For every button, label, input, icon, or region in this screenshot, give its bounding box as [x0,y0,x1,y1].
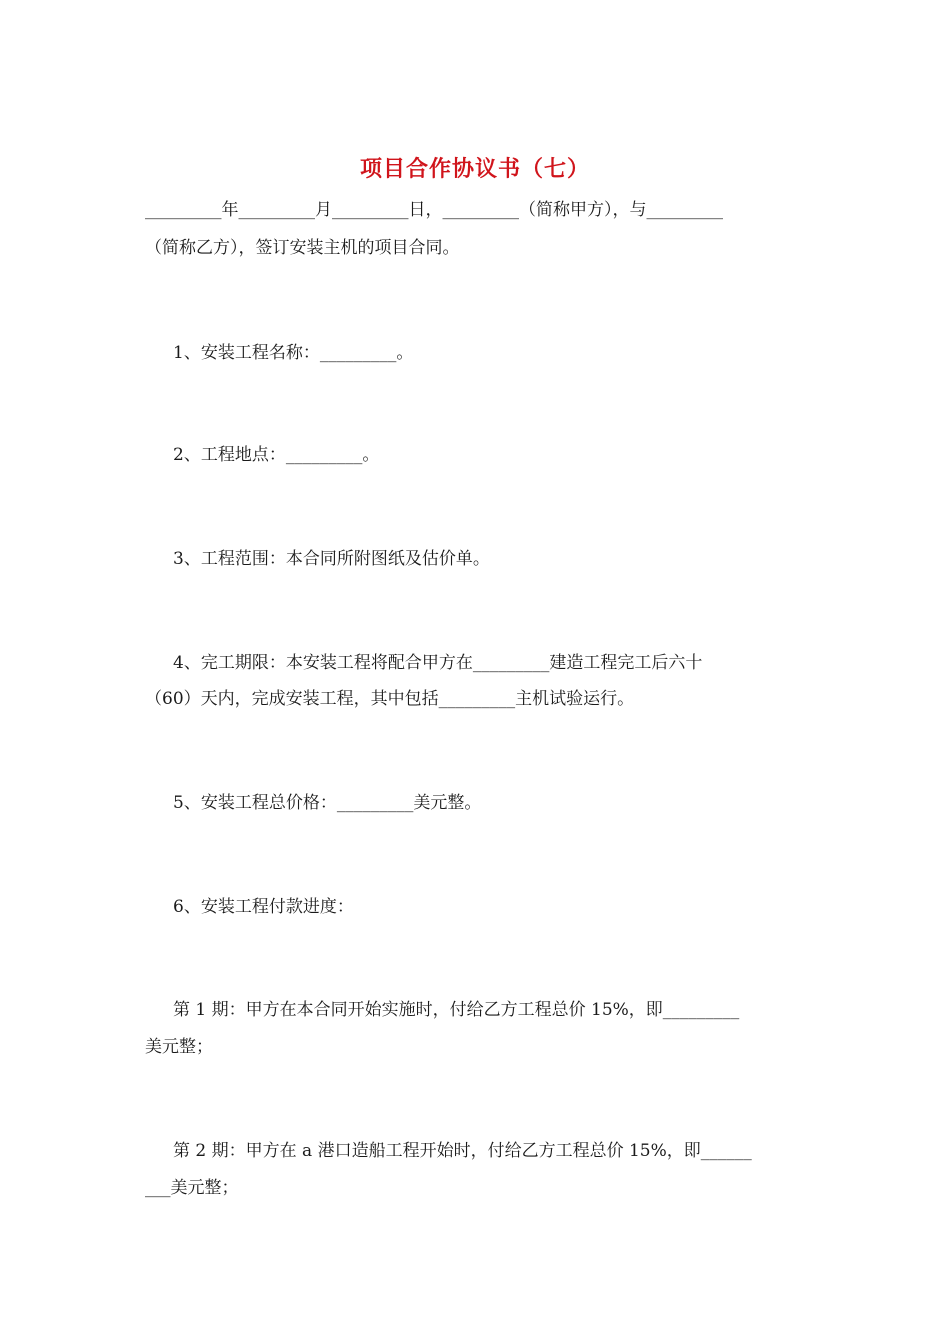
payment-phase-2-line-2: ___美元整； [145,1178,239,1198]
clause-5: 5、安装工程总价格：_________美元整。 [173,793,482,813]
clause-4-line-2: （60）天内，完成安装工程，其中包括_________主机试验运行。 [145,689,635,709]
clause-1: 1、安装工程名称：_________。 [173,343,414,363]
clause-2: 2、工程地点：_________。 [173,445,380,465]
payment-phase-1-line-2: 美元整； [145,1037,213,1057]
clause-3: 3、工程范围：本合同所附图纸及估价单。 [173,549,490,569]
intro-line-1: _________年_________月_________日，_________（简称甲方），与_________ [145,200,723,220]
clause-6: 6、安装工程付款进度： [173,897,354,917]
payment-phase-2-line-1: 第 2 期：甲方在 a 港口造船工程开始时，付给乙方工程总价 15%，即______ [173,1141,752,1161]
document-title: 项目合作协议书（七） [359,156,590,182]
intro-line-2: （简称乙方），签订安装主机的项目合同。 [145,238,460,258]
clause-4-line-1: 4、完工期限：本安装工程将配合甲方在_________建造工程完工后六十 [173,653,703,673]
payment-phase-1-line-1: 第 1 期：甲方在本合同开始实施时，付给乙方工程总价 15%，即_________ [173,1000,740,1020]
